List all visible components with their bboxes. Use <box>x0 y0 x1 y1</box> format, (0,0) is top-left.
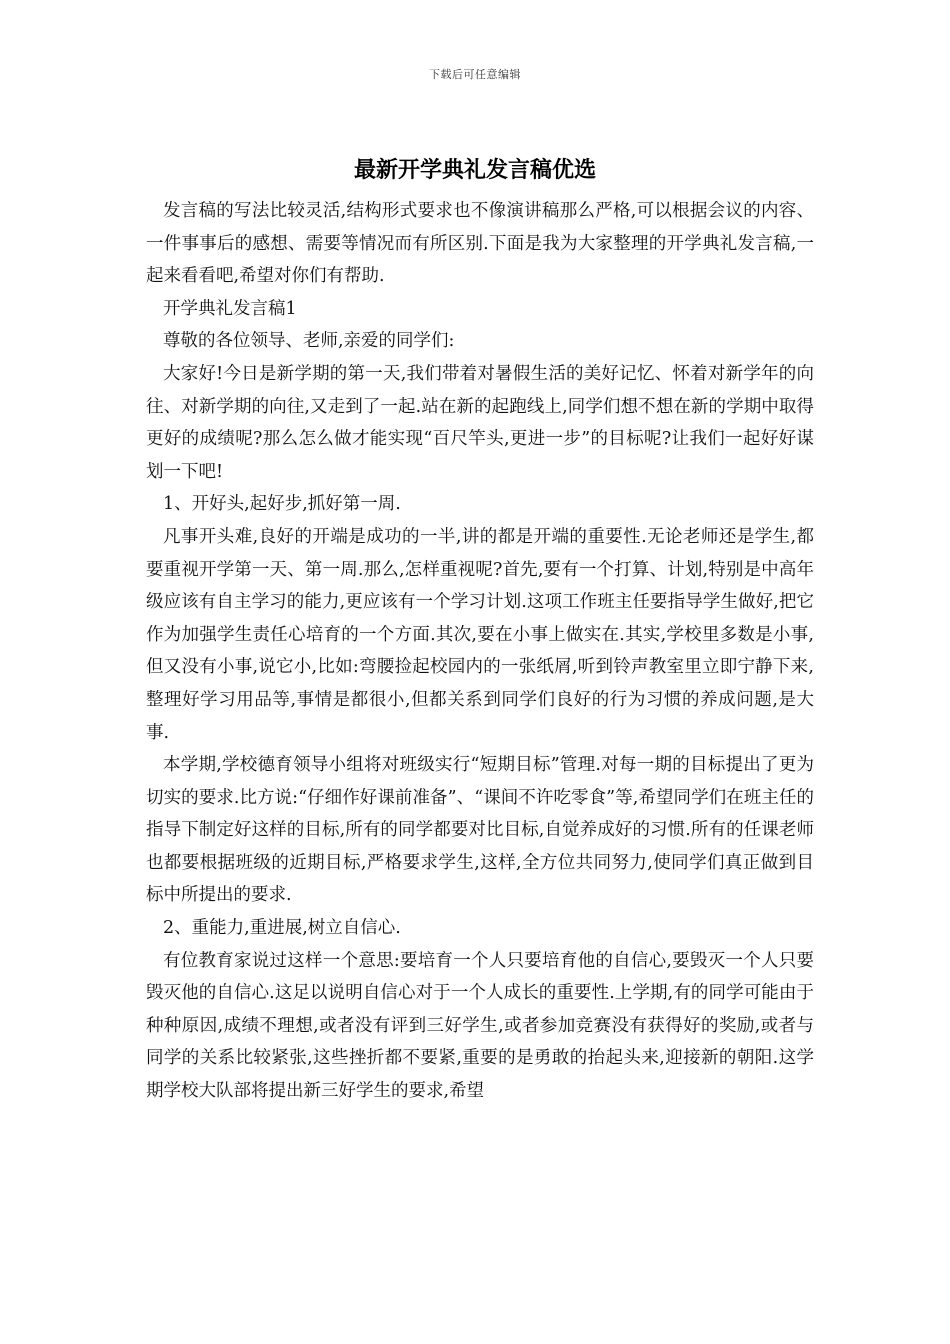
document-body <box>146 195 814 1108</box>
paragraph-section-1-body: 凡事开头难,良好的开端是成功的一半,讲的都是开端的重要性.无论老师还是学生,都要重视开学第一天、第一周.那么,怎样重视呢?首先,要有一个打算、计划,特别是中高年级应该有自主学习的能力,更应该有一个学习计划.这项工作班主任要指导学生做好,把它作为加强学生责任心培育的一个方面.其次,要在小事上做实在.其实,学校里多数是小事,但又没有小事,说它小,比如:弯腰捡起校园内的一张纸屑,听到铃声教室里立即宁静下来,整理好学习用品等,事情是都很小,但都关系到同学们良好的行为习惯的养成问题,是大事. <box>146 526 814 743</box>
paragraph-short-term-goals: 本学期,学校德育领导小组将对班级实行“短期目标”管理.对每一期的目标提出了更为切实的要求.比方说:“仔细作好课前准备”、“课间不许吃零食”等,希望同学们在班主任的指导下制定好这样的目标,所有的同学都要对比目标,自觉养成好的习惯.所有的任课老师也都要根据班级的近期目标,严格要求学生,这样,全方位共同努力,使同学们真正做到目标中所提出的要求. <box>146 755 814 906</box>
paragraph-intro: 发言稿的写法比较灵活,结构形式要求也不像演讲稿那么严格,可以根据会议的内容、一件事事后的感想、需要等情况而有所区别.下面是我为大家整理的开学典礼发言稿,一起来看看吧,希望对你们有帮助. <box>146 201 814 287</box>
paragraph-section-2-heading: 2、重能力,重进展,树立自信心. <box>163 918 401 939</box>
paragraph-section-2-body: 有位教育家说过这样一个意思:要培育一个人只要培育他的自信心,要毁灭一个人只要毁灭他的自信心.这足以说明自信心对于一个人成长的重要性.上学期,有的同学可能由于种种原因,成绩不理想,或者没有评到三好学生,或者参加竞赛没有获得好的奖励,或者与同学的关系比较紧张,这些挫折都不要紧,重要的是勇敢的抬起头来,迎接新的朝阳.这学期学校大队部将提出新三好学生的要求,希望 <box>146 950 814 1102</box>
document-title: 最新开学典礼发言稿优选 <box>353 158 596 183</box>
header-note: 下载后可任意编辑 <box>429 68 521 81</box>
paragraph-section-1-heading: 1、开好头,起好步,抓好第一周. <box>163 494 401 515</box>
paragraph-salutation: 尊敬的各位领导、老师,亲爱的同学们: <box>163 331 455 352</box>
paragraph-greeting: 大家好!今日是新学期的第一天,我们带着对暑假生活的美好记忆、怀着对新学年的向往、对新学期的向往,又走到了一起.站在新的起跑线上,同学们想不想在新的学期中取得更好的成绩呢?那么怎么做才能实现“百尺竿头,更进一步”的目标呢?让我们一起好好谋划一下吧! <box>146 363 814 482</box>
paragraph-speech-heading: 开学典礼发言稿1 <box>163 298 297 319</box>
